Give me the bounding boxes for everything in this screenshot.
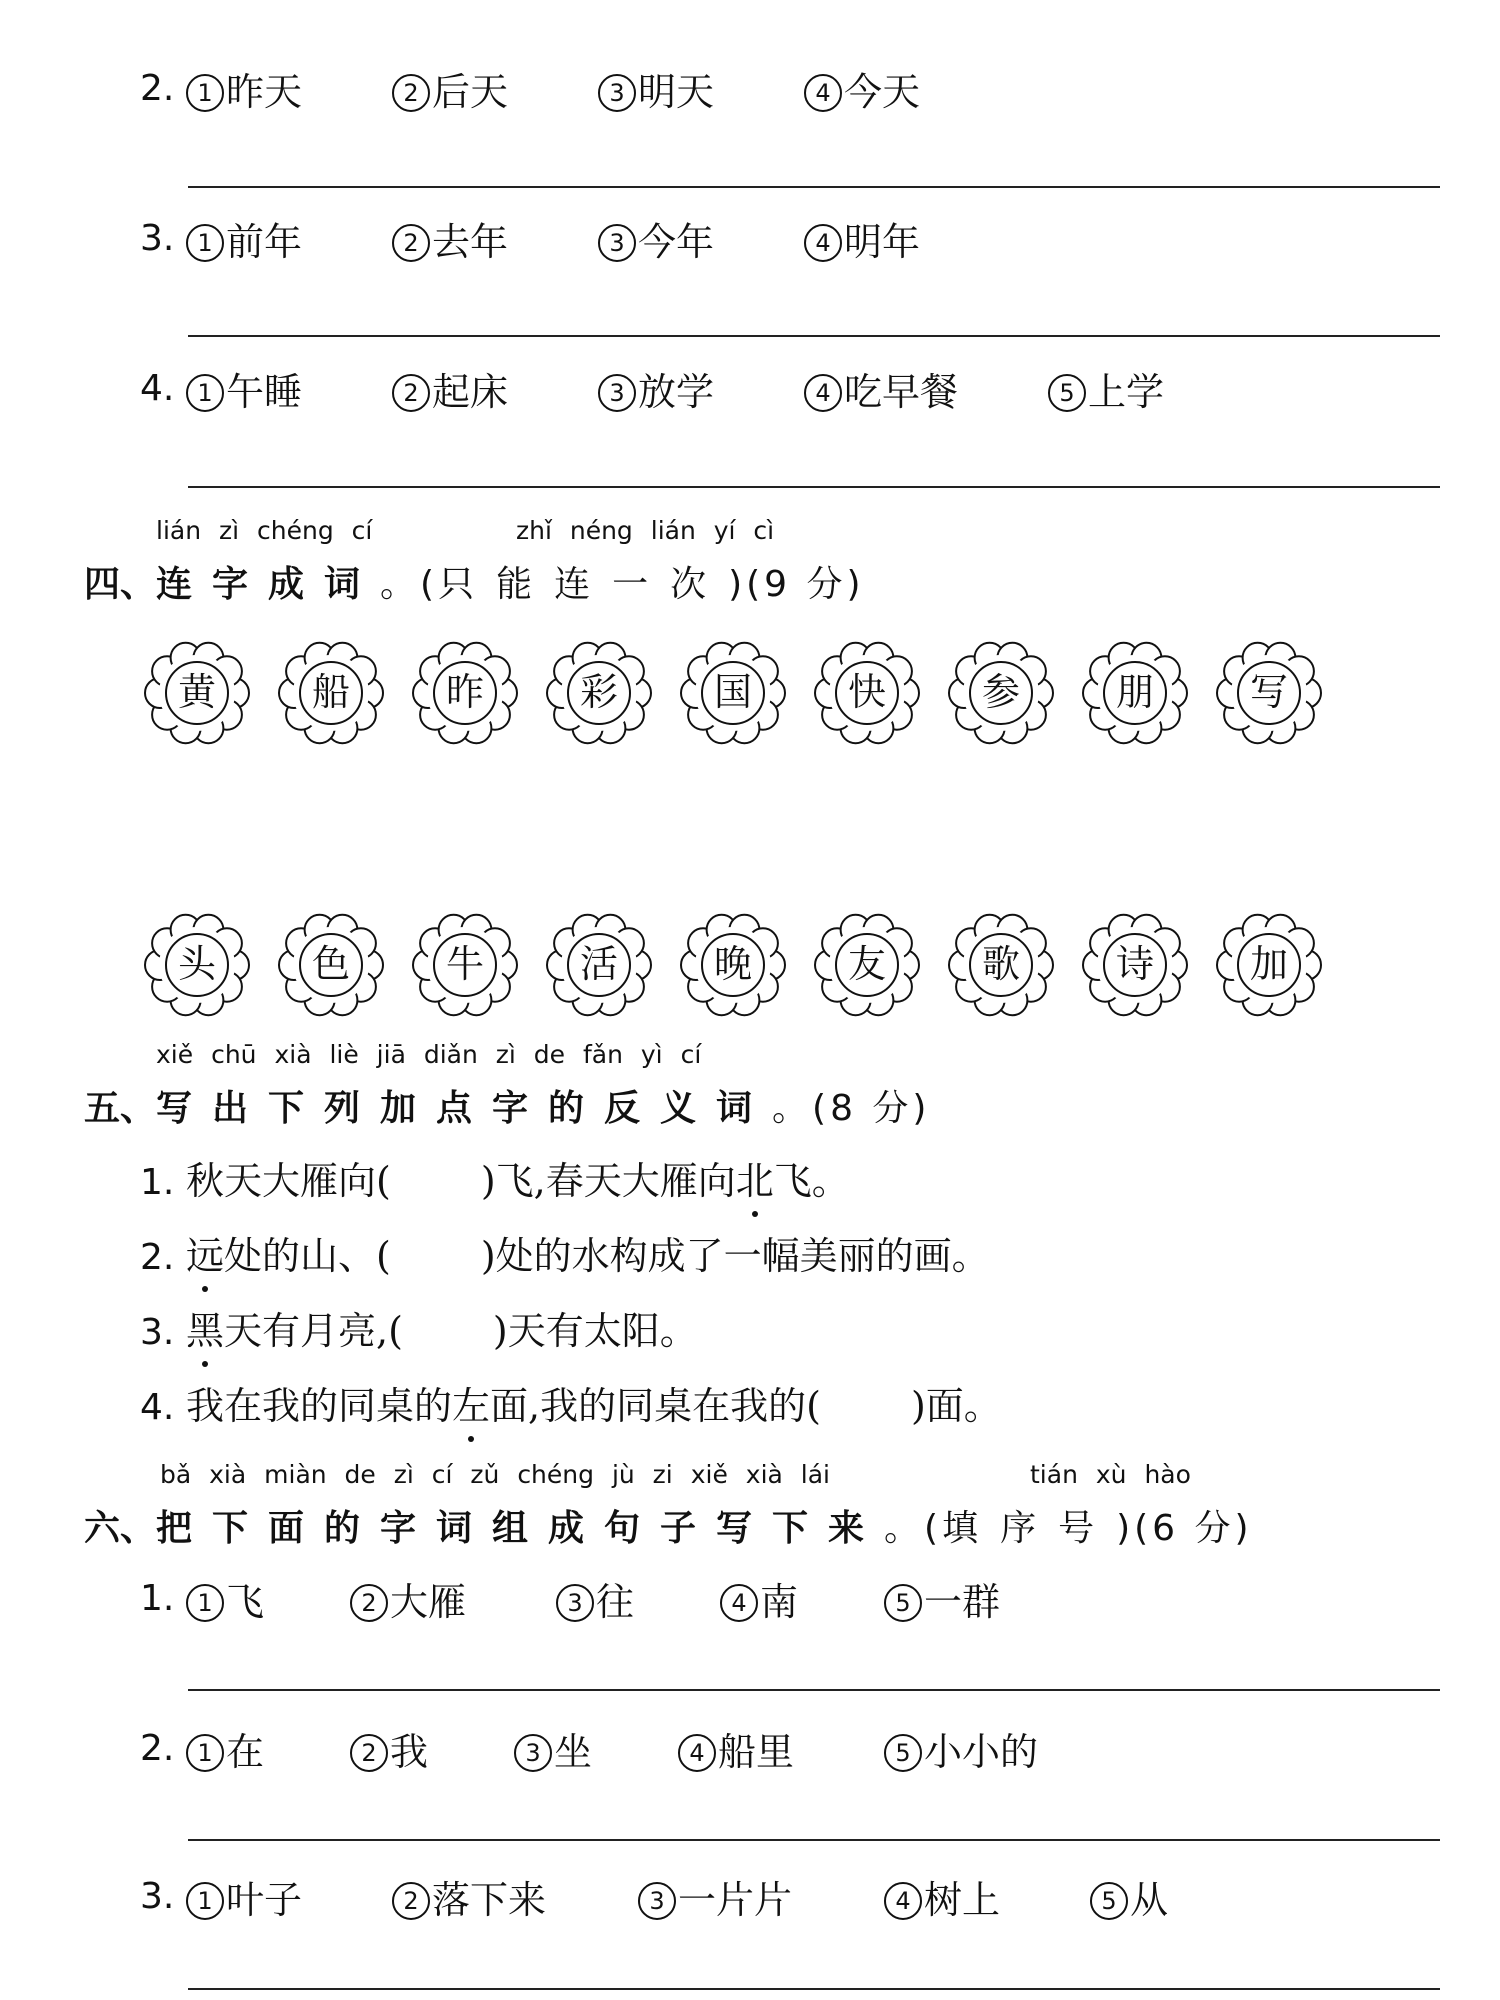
flower-char-label: 头 xyxy=(177,942,216,986)
option: 5 小小的 xyxy=(884,1721,1038,1776)
option: 5 从 xyxy=(1090,1869,1168,1924)
question-number: 1. xyxy=(140,1577,175,1619)
section6-pinyin-right: tián xù hào xyxy=(1030,1460,1191,1489)
flower-char-label: 牛 xyxy=(445,942,484,986)
answer-line[interactable] xyxy=(188,1689,1440,1691)
answer-line[interactable] xyxy=(188,335,1440,337)
flower-char[interactable] xyxy=(544,910,654,1020)
option: 1 飞 xyxy=(186,1571,264,1626)
sentence-1: 1. 秋天大雁向( )飞,春天大雁向北飞。 xyxy=(140,1150,850,1200)
question-number: 3. xyxy=(140,217,175,259)
question-row xyxy=(140,1568,1001,1628)
flower-char[interactable] xyxy=(410,638,520,748)
answer-line[interactable] xyxy=(188,186,1440,188)
flower-char-label: 朋 xyxy=(1115,670,1154,714)
option: 1 前年 xyxy=(186,211,302,266)
question-row xyxy=(140,1718,1039,1778)
section4-pinyin-left: lián zì chéng cí xyxy=(156,516,373,545)
section6-title: 六、把下面的字词组成句子写下来。(填序号)(6 分) xyxy=(84,1508,1253,1549)
flower-char[interactable] xyxy=(276,910,386,1020)
flower-char[interactable] xyxy=(276,638,386,748)
question-row xyxy=(140,1866,1169,1926)
option: 2 去年 xyxy=(392,211,508,266)
option: 1 午睡 xyxy=(186,361,302,416)
question-number: 2. xyxy=(140,67,175,109)
sentence-2: 2. 远处的山、( )处的水构成了一幅美丽的画。 xyxy=(140,1225,990,1275)
option: 5 一群 xyxy=(884,1571,1000,1626)
flower-char-label: 快 xyxy=(847,670,886,714)
flower-char-label: 参 xyxy=(981,670,1020,714)
option: 2 我 xyxy=(350,1721,428,1776)
section6-pinyin-left: bǎ xià miàn de zì cí zǔ chéng jù zi xiě xià lái xyxy=(160,1460,830,1489)
option: 1 昨天 xyxy=(186,61,302,116)
option: 2 起床 xyxy=(392,361,508,416)
dotted-char: 远 xyxy=(186,1225,224,1280)
option: 3 一片片 xyxy=(638,1869,792,1924)
option: 3 明天 xyxy=(598,61,714,116)
flower-char-label: 友 xyxy=(847,942,886,986)
section4-pinyin-right: zhǐ néng lián yí cì xyxy=(516,516,775,545)
option: 3 往 xyxy=(556,1571,634,1626)
dotted-char: 黑 xyxy=(186,1300,224,1355)
flower-char-label: 船 xyxy=(311,670,350,714)
sentence-4: 4. 我在我的同桌的左面,我的同桌在我的( )面。 xyxy=(140,1375,1002,1425)
option: 3 放学 xyxy=(598,361,714,416)
option: 1 在 xyxy=(186,1721,264,1776)
flower-char-label: 写 xyxy=(1249,670,1288,714)
option: 3 今年 xyxy=(598,211,714,266)
flower-char[interactable] xyxy=(812,910,922,1020)
flower-char-label: 加 xyxy=(1249,942,1288,986)
option: 3 坐 xyxy=(514,1721,592,1776)
flower-char-label: 歌 xyxy=(981,942,1020,986)
flower-char-label: 活 xyxy=(579,942,618,986)
option: 2 大雁 xyxy=(350,1571,466,1626)
section4-title: 四、连字成词。(只能连一次)(9 分) xyxy=(84,564,865,605)
question-row xyxy=(140,358,1165,418)
answer-line[interactable] xyxy=(188,1839,1440,1841)
option: 2 落下来 xyxy=(392,1869,546,1924)
question-number: 4. xyxy=(140,367,175,409)
flower-char-label: 黄 xyxy=(177,670,216,714)
answer-line[interactable] xyxy=(188,486,1440,488)
flower-char[interactable] xyxy=(142,910,252,1020)
option: 4 今天 xyxy=(804,61,920,116)
answer-line[interactable] xyxy=(188,1988,1440,1990)
flower-char-label: 色 xyxy=(311,942,350,986)
flower-char[interactable] xyxy=(946,638,1056,748)
flower-char-label: 国 xyxy=(713,670,752,714)
question-row xyxy=(140,58,921,118)
option: 4 吃早餐 xyxy=(804,361,958,416)
option: 5 上学 xyxy=(1048,361,1164,416)
option: 2 后天 xyxy=(392,61,508,116)
option: 4 船里 xyxy=(678,1721,794,1776)
dotted-char: 北 xyxy=(736,1150,774,1205)
flower-char[interactable] xyxy=(946,910,1056,1020)
flower-char-label: 昨 xyxy=(445,670,484,714)
flower-char[interactable] xyxy=(410,910,520,1020)
option: 1 叶子 xyxy=(186,1869,302,1924)
section5-title: 五、写出下列加点字的反义词。(8 分) xyxy=(84,1088,931,1129)
option: 4 明年 xyxy=(804,211,920,266)
flower-char[interactable] xyxy=(678,638,788,748)
flower-char-label: 彩 xyxy=(579,670,618,714)
flower-char-label: 诗 xyxy=(1115,942,1154,986)
flower-char[interactable] xyxy=(1080,638,1190,748)
question-number: 3. xyxy=(140,1875,175,1917)
flower-char[interactable] xyxy=(142,638,252,748)
dotted-char: 左 xyxy=(452,1375,490,1430)
sentence-3: 3. 黑天有月亮,( )天有太阳。 xyxy=(140,1300,698,1350)
flower-char[interactable] xyxy=(678,910,788,1020)
flower-char[interactable] xyxy=(1214,638,1324,748)
question-row xyxy=(140,208,921,268)
section5-pinyin: xiě chū xià liè jiā diǎn zì de fǎn yì cí xyxy=(156,1040,702,1069)
flower-char[interactable] xyxy=(544,638,654,748)
option: 4 树上 xyxy=(884,1869,1000,1924)
question-number: 2. xyxy=(140,1727,175,1769)
flower-char-label: 晚 xyxy=(713,942,752,986)
flower-char[interactable] xyxy=(1214,910,1324,1020)
option: 4 南 xyxy=(720,1571,798,1626)
flower-char[interactable] xyxy=(1080,910,1190,1020)
flower-char[interactable] xyxy=(812,638,922,748)
